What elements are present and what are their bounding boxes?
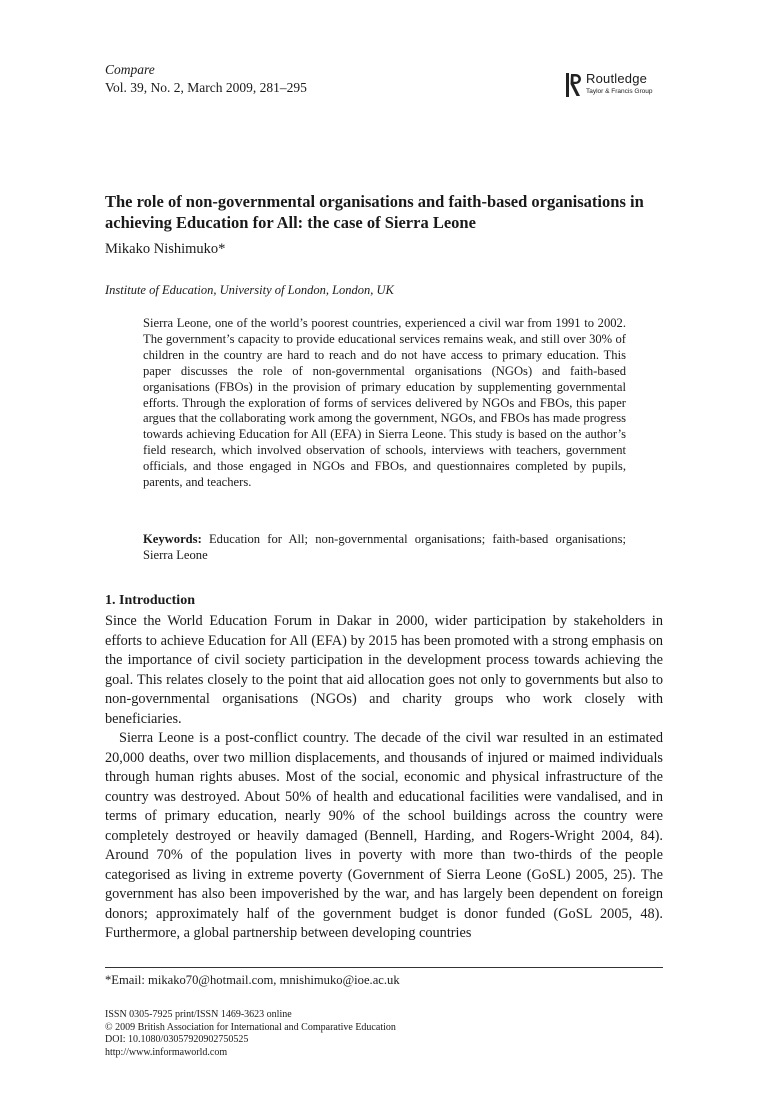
abstract: Sierra Leone, one of the world’s poorest countries, experienced a civil war from 1991 to 2002. The government’s capacity to provide educational services remains weak, and still over 30% of children in the country are hard to reach and do not have access to primary education. This paper discusses the role of non-governmental organisations (NGOs) and faith-based organisations (FBOs) in the provision of primary education by supplementing governmental efforts. Through the exploration of forms of services delivered by NGOs and FBOs, this paper argues that the collaborating work among the government, NGOs, and FBOs has made progress towards achieving Education for All (EFA) in Sierra Leone. This study is based on the author’s field research, which involved observation of schools, interviews with teachers, government officials, and those engaged in NGOs and FBOs, and questionnaires completed by pupils, parents, and teachers. — [143, 316, 626, 490]
publication-info — [105, 1009, 396, 1059]
copyright-line: © 2009 British Association for International and Comparative Education — [105, 1021, 396, 1033]
keywords — [143, 532, 626, 564]
keywords-list: Education for All; non-governmental organisations; faith-based organisations; Sierra Leone — [143, 532, 626, 562]
author-affiliation: Institute of Education, University of London, London, UK — [105, 283, 394, 297]
article-author: Mikako Nishimuko* — [105, 241, 226, 257]
keywords-label: Keywords: — [143, 532, 202, 546]
footnote-divider — [105, 967, 663, 968]
section-body — [105, 612, 663, 944]
publisher-logo — [566, 72, 676, 102]
body-paragraph: Since the World Education Forum in Dakar in 2000, wider participation by stakeholders in efforts to achieve Education for All (EFA) by 2015 has been promoted with a strong emphasis on the importance of civil society participation in the development process towards achieving the goal. This relates closely to the point that aid allocation goes not only to governments but also to non-governmental organisations (NGOs) and charity groups who work closely with beneficiaries. — [105, 613, 663, 727]
doi-line: DOI: 10.1080/03057920902750525 — [105, 1034, 249, 1046]
journal-name: Compare — [105, 62, 155, 77]
footnote-email: *Email: mikako70@hotmail.com, mnishimuko@ioe.ac.uk — [105, 973, 400, 987]
journal-volume: Vol. 39, No. 2, March 2009, 281–295 — [105, 80, 307, 95]
article-title: The role of non-governmental organisations and faith-based organisations in achieving Education for All: the case of Sierra Leone — [105, 192, 644, 232]
section-heading: 1. Introduction — [105, 593, 195, 608]
publisher-name: Routledge — [586, 71, 648, 86]
routledge-logo-icon — [566, 72, 582, 98]
issn-line: ISSN 0305-7925 print/ISSN 1469-3623 online — [105, 1009, 292, 1020]
publisher-group: Taylor & Francis Group — [586, 88, 653, 95]
publisher-url[interactable]: http://www.informaworld.com — [105, 1046, 228, 1058]
body-paragraph: Sierra Leone is a post-conflict country. The decade of the civil war resulted in an estimated 20,000 deaths, over two million displacements, and thousands of injured or maimed individuals through human rights abuses. Most of the social, economic and physical infrastructure of the country was destroyed. About 50% of health and educational facilities were vandalised, and in terms of primary education, nearly 90% of the school buildings across the country were completely destroyed or heavily damaged (Bennell, Harding, and Rogers-Wright 2004, 84). Around 70% of the population lives in poverty with more than two-thirds of the people categorised as living in extreme poverty (Government of Sierra Leone (GoSL) 2005, 25). The government has also been impoverished by the war, and has largely been dependent on foreign donors; approximately half of the government budget is donor funded (GoSL 2005, 48). Furthermore, a global partnership between developing countries — [105, 730, 663, 941]
